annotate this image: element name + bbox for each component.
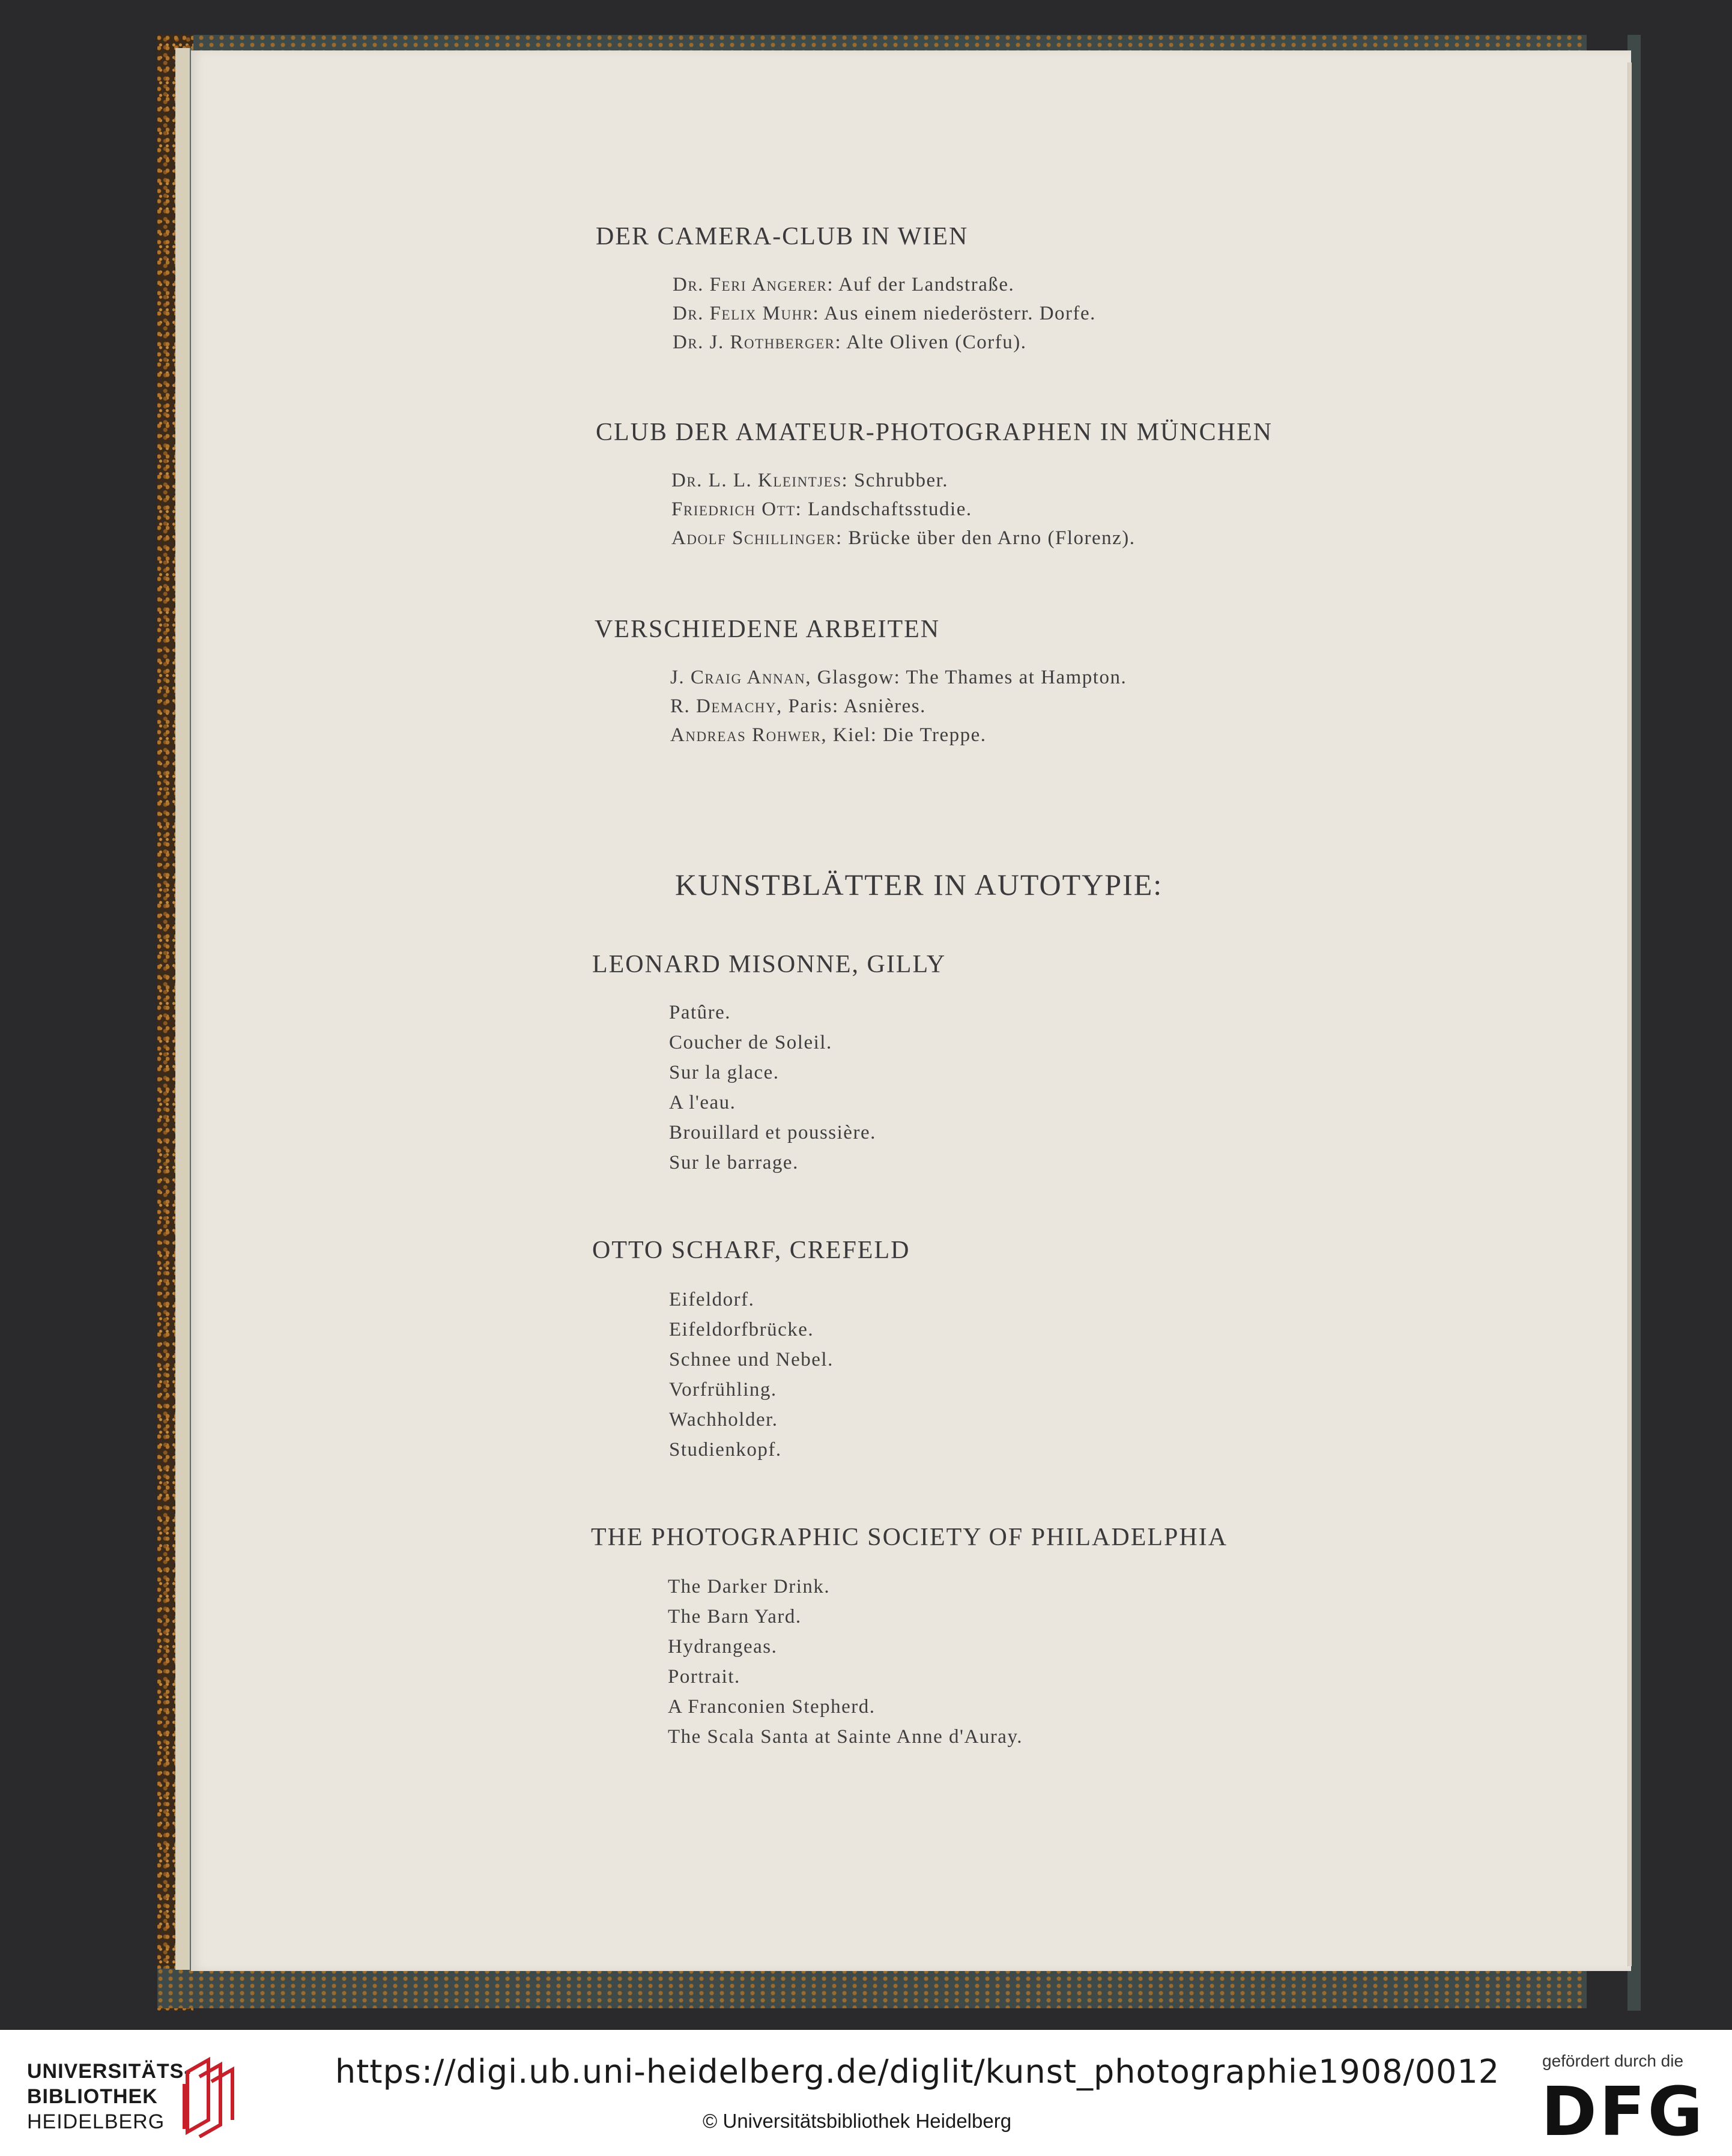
funded-by-label: gefördert durch die <box>1542 2052 1684 2070</box>
work-title: : Schrubber. <box>841 470 949 491</box>
section-title: DER CAMERA-CLUB IN WIEN <box>596 223 969 250</box>
list-item: Eifeldorf. <box>669 1289 755 1310</box>
list-item: Studienkopf. <box>669 1439 782 1461</box>
section-title: CLUB DER AMATEUR-PHOTOGRAPHEN IN MÜNCHEN <box>596 419 1273 446</box>
dfg-logo[interactable]: DFG <box>1541 2073 1706 2151</box>
group-title: LEONARD MISONNE, GILLY <box>592 951 946 978</box>
list-item: Coucher de Soleil. <box>669 1032 832 1053</box>
list-item: A l'eau. <box>669 1092 736 1113</box>
list-item: Vorfrühling. <box>669 1379 777 1400</box>
photographer-name: Dr. J. Rothberger <box>673 332 835 353</box>
photographer-name: Andreas Rohwer <box>670 724 822 746</box>
list-item: Hydrangeas. <box>668 1636 778 1658</box>
list-item: Sur le barrage. <box>669 1152 799 1173</box>
entry <box>673 303 1096 325</box>
library-name-line2: BIBLIOTHEK <box>27 2085 158 2108</box>
work-title: , Glasgow: The Thames at Hampton. <box>805 667 1127 688</box>
list-item: The Barn Yard. <box>668 1606 802 1628</box>
section-title: VERSCHIEDENE ARBEITEN <box>595 616 940 643</box>
group-title: THE PHOTOGRAPHIC SOCIETY OF PHILADELPHIA <box>591 1524 1228 1551</box>
entry <box>673 274 1014 296</box>
list-item: Sur la glace. <box>669 1062 780 1083</box>
entry <box>671 527 1136 550</box>
work-title: : Aus einem niederösterr. Dorfe. <box>813 303 1096 324</box>
entry <box>670 724 987 746</box>
library-logo-icon[interactable] <box>175 2048 241 2138</box>
copyright-notice: © Universitätsbibliothek Heidelberg <box>703 2110 1012 2132</box>
group-title: OTTO SCHARF, CREFELD <box>592 1237 910 1264</box>
entry <box>670 667 1127 689</box>
work-title: : Landschaftsstudie. <box>795 498 972 520</box>
photographer-name: Adolf Schillinger <box>671 527 836 549</box>
main-title: KUNSTBLÄTTER IN AUTOTYPIE: <box>675 868 1163 901</box>
photographer-name: J. Craig Annan <box>670 667 806 688</box>
photographer-name: Dr. Feri Angerer <box>673 274 828 295</box>
work-title: , Paris: Asnières. <box>777 695 926 717</box>
list-item: Portrait. <box>668 1666 740 1688</box>
list-item: The Darker Drink. <box>668 1576 831 1597</box>
work-title: : Alte Oliven (Corfu). <box>835 332 1027 353</box>
photographer-name: Dr. Felix Muhr <box>673 303 813 324</box>
entry <box>671 470 948 492</box>
list-item: A Franconien Stepherd. <box>668 1696 876 1718</box>
entry <box>670 695 926 718</box>
list-item: Brouillard et poussière. <box>669 1122 876 1143</box>
work-title: : Auf der Landstraße. <box>827 274 1015 295</box>
work-title: : Brücke über den Arno (Florenz). <box>835 527 1136 549</box>
photographer-name: Dr. L. L. Kleintjes <box>671 470 842 491</box>
library-name-line3: HEIDELBERG <box>27 2110 165 2133</box>
photographer-name: Friedrich Ott <box>671 498 796 520</box>
list-item: Wachholder. <box>669 1409 778 1431</box>
list-item: The Scala Santa at Sainte Anne d'Auray. <box>668 1726 1023 1748</box>
library-name-line1: UNIVERSITÄTS- <box>27 2060 192 2083</box>
footer-bar <box>0 2030 1732 2156</box>
list-item: Eifeldorfbrücke. <box>669 1319 814 1340</box>
list-item: Schnee und Nebel. <box>669 1349 834 1370</box>
work-title: , Kiel: Die Treppe. <box>821 724 987 746</box>
entry <box>673 332 1026 354</box>
permalink-url[interactable]: https://digi.ub.uni-heidelberg.de/diglit/kunst_photographie1908/0012 <box>335 2053 1500 2091</box>
list-item: Patûre. <box>669 1002 731 1023</box>
photographer-name: R. Demachy <box>670 695 777 717</box>
entry <box>671 498 972 521</box>
